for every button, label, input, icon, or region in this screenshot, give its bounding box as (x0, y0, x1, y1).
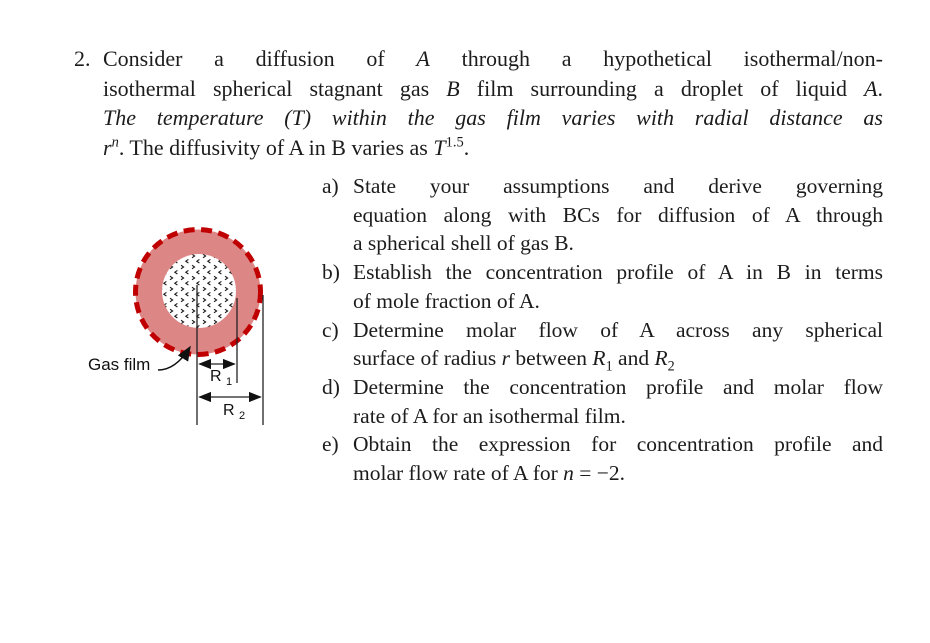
subquestion-b-line (322, 287, 883, 316)
subquestion-e-line (322, 430, 883, 459)
r2-label-base: R (223, 402, 235, 419)
r1-label-sub: 1 (226, 376, 233, 388)
subquestion-c-line (322, 344, 883, 373)
subquestion-d-line (322, 373, 883, 402)
r2-label (223, 402, 245, 422)
intro-line (74, 74, 883, 104)
subquestion-a-line (322, 172, 883, 201)
droplet-gas-film-diagram (80, 220, 280, 432)
item-marker: d) (322, 374, 340, 399)
problem-intro-paragraph (74, 44, 883, 163)
subquestion-d-line (322, 402, 883, 431)
item-marker: e) (322, 432, 339, 457)
item-marker: b) (322, 260, 340, 285)
text-run: R (592, 346, 606, 371)
subquestion-b-line (322, 258, 883, 287)
text-run: and (612, 346, 655, 371)
subquestion-a-line (322, 229, 883, 258)
text-run: A (416, 46, 430, 71)
text-run: rate of A for an isothermal film. (353, 403, 626, 428)
text-run: Determine molar flow of A across any spherical (353, 317, 883, 342)
liquid-droplet-circle (162, 254, 236, 328)
text-run: Consider a diffusion of (103, 46, 417, 71)
text-run: molar flow rate of A for (353, 461, 564, 486)
item-marker: c) (322, 317, 339, 342)
text-run: . (463, 135, 470, 161)
text-run: = −2. (573, 461, 626, 486)
item-marker: 2. (74, 46, 91, 71)
text-run: r (103, 135, 112, 161)
text-run: . The diffusivity of A in B varies as (118, 135, 434, 161)
intro-line (74, 103, 883, 133)
subquestion-c-line (322, 316, 883, 345)
text-run: R (654, 346, 668, 371)
subquestion-e-line (322, 459, 883, 488)
text-run: n (111, 134, 119, 151)
r1-label (210, 368, 232, 388)
text-run: Determine the concentration profile and molar flow (353, 374, 883, 399)
item-marker: a) (322, 174, 339, 198)
text-run: B (446, 75, 460, 101)
text-run: The temperature (T) within the gas film varies with radial distance as (103, 105, 883, 131)
gas-film-label: Gas film (88, 355, 151, 374)
text-run: T (433, 135, 446, 161)
text-run: through a hypothetical isothermal/non- (429, 46, 883, 71)
text-run: equation along with BCs for diffusion of A through (353, 202, 883, 227)
text-run: between (510, 346, 593, 371)
text-run: State your assumptions and derive governing (353, 174, 883, 198)
text-run: 1.5 (445, 134, 464, 151)
text-run: surface of radius (353, 346, 502, 371)
text-run: isothermal spherical stagnant gas (103, 75, 447, 101)
intro-line (74, 44, 883, 74)
text-run: Obtain the expression for concentration profile and (353, 432, 883, 457)
text-run: 1 (605, 358, 613, 375)
problem-subquestion-list (322, 172, 883, 488)
text-run: n (563, 461, 574, 486)
text-run: of mole fraction of A. (353, 288, 540, 313)
text-run: Establish the concentration profile of A in B in terms (353, 260, 883, 285)
text-run: A (864, 75, 878, 101)
text-run: film surrounding a droplet of liquid (459, 75, 865, 101)
text-run: a spherical shell of gas B. (353, 231, 574, 256)
text-run: r (501, 346, 511, 371)
intro-line (74, 133, 883, 163)
text-run: . (877, 75, 884, 101)
r2-label-sub: 2 (239, 410, 246, 422)
r1-label-base: R (210, 368, 222, 385)
text-run: 2 (667, 358, 675, 375)
subquestion-a-line (322, 201, 883, 230)
